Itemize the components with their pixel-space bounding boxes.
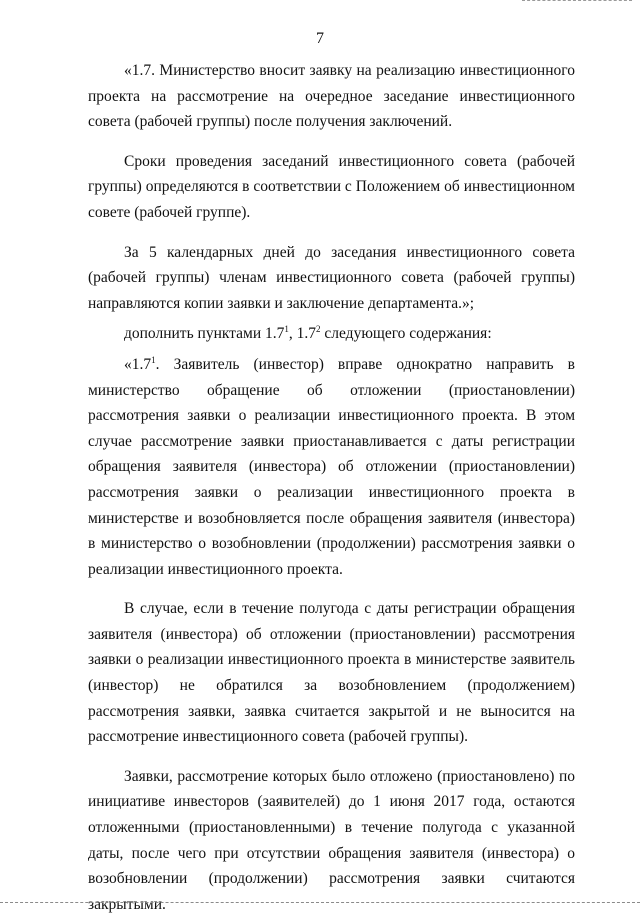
amendment-mid: , 1.7 xyxy=(288,325,317,343)
paragraph-transitional: Заявки, рассмотрение которых было отложено (приостановлено) по инициативе инвесторов (заявителей) до 1 июня 2017 года, остаются отложенными (приостановленными) в течение полугода с указанной даты, после чего при отсутствии обращения заявителя (инвестора) о возобновлении (продолжении) рассмотрения заявки считаются закрытыми. xyxy=(88,767,575,913)
scan-edge-marks-top xyxy=(522,0,632,5)
paragraph-1-7-1 xyxy=(88,352,575,582)
scan-edge-marks-bottom xyxy=(0,898,640,903)
paragraph-half-year: В случае, если в течение полугода с даты регистрации обращения заявителя (инвестора) об отложении (приостановлении) рассмотрения заявки о реализации инвестиционного проекта в министерстве заявитель (инвестор) не обратился за возобновлением (продолжением) рассмотрения заявки, заявка считается закрытой и не выносится на рассмотрение инвестиционного совета (рабочей группы). xyxy=(88,600,575,746)
paragraph-1-7: «1.7. Министерство вносит заявку на реализацию инвестиционного проекта на рассмотрение на очередное заседание инвестиционного совета (рабочей группы) после получения заключений. xyxy=(88,62,575,131)
paragraph-five-days: За 5 календарных дней до заседания инвестиционного совета (рабочей группы) членам инвестиционного совета (рабочей группы) направляются копии заявки и заключение департамента.»; xyxy=(88,243,575,312)
page-number: 7 xyxy=(316,30,324,47)
amendment-lead: дополнить пунктами 1.7 xyxy=(124,325,285,343)
paragraph-meeting-schedule: Сроки проведения заседаний инвестиционного совета (рабочей группы) определяются в соответствии с Положением об инвестиционном совете (рабочей группе). xyxy=(88,152,575,221)
clause-number: «1.7 xyxy=(124,355,152,373)
amendment-tail: следующего содержания: xyxy=(320,325,492,343)
superscript-2: 2 xyxy=(316,324,321,335)
superscript-1: 1 xyxy=(284,324,289,335)
paragraph-amendment-intro xyxy=(88,321,575,347)
clause-superscript: 1 xyxy=(151,354,156,365)
clause-text: . Заявитель (инвестор) вправе однократно направить в министерство обращение об отложении (приостановлении) рассмотрения заявки о реализации инвестиционного проекта. В этом случае рассмотрение заявки приостанавливается с даты регистрации обращения заявителя (инвестора) об отложении (приостановлении) рассмотрения заявки о реализации инвестиционного проекта в министерстве и возобновляется после обращения заявителя (инвестора) в министерство о возобновлении (продолжении) рассмотрения заявки о реализации инвестиционного проекта. xyxy=(88,355,575,578)
document-body xyxy=(88,58,575,917)
